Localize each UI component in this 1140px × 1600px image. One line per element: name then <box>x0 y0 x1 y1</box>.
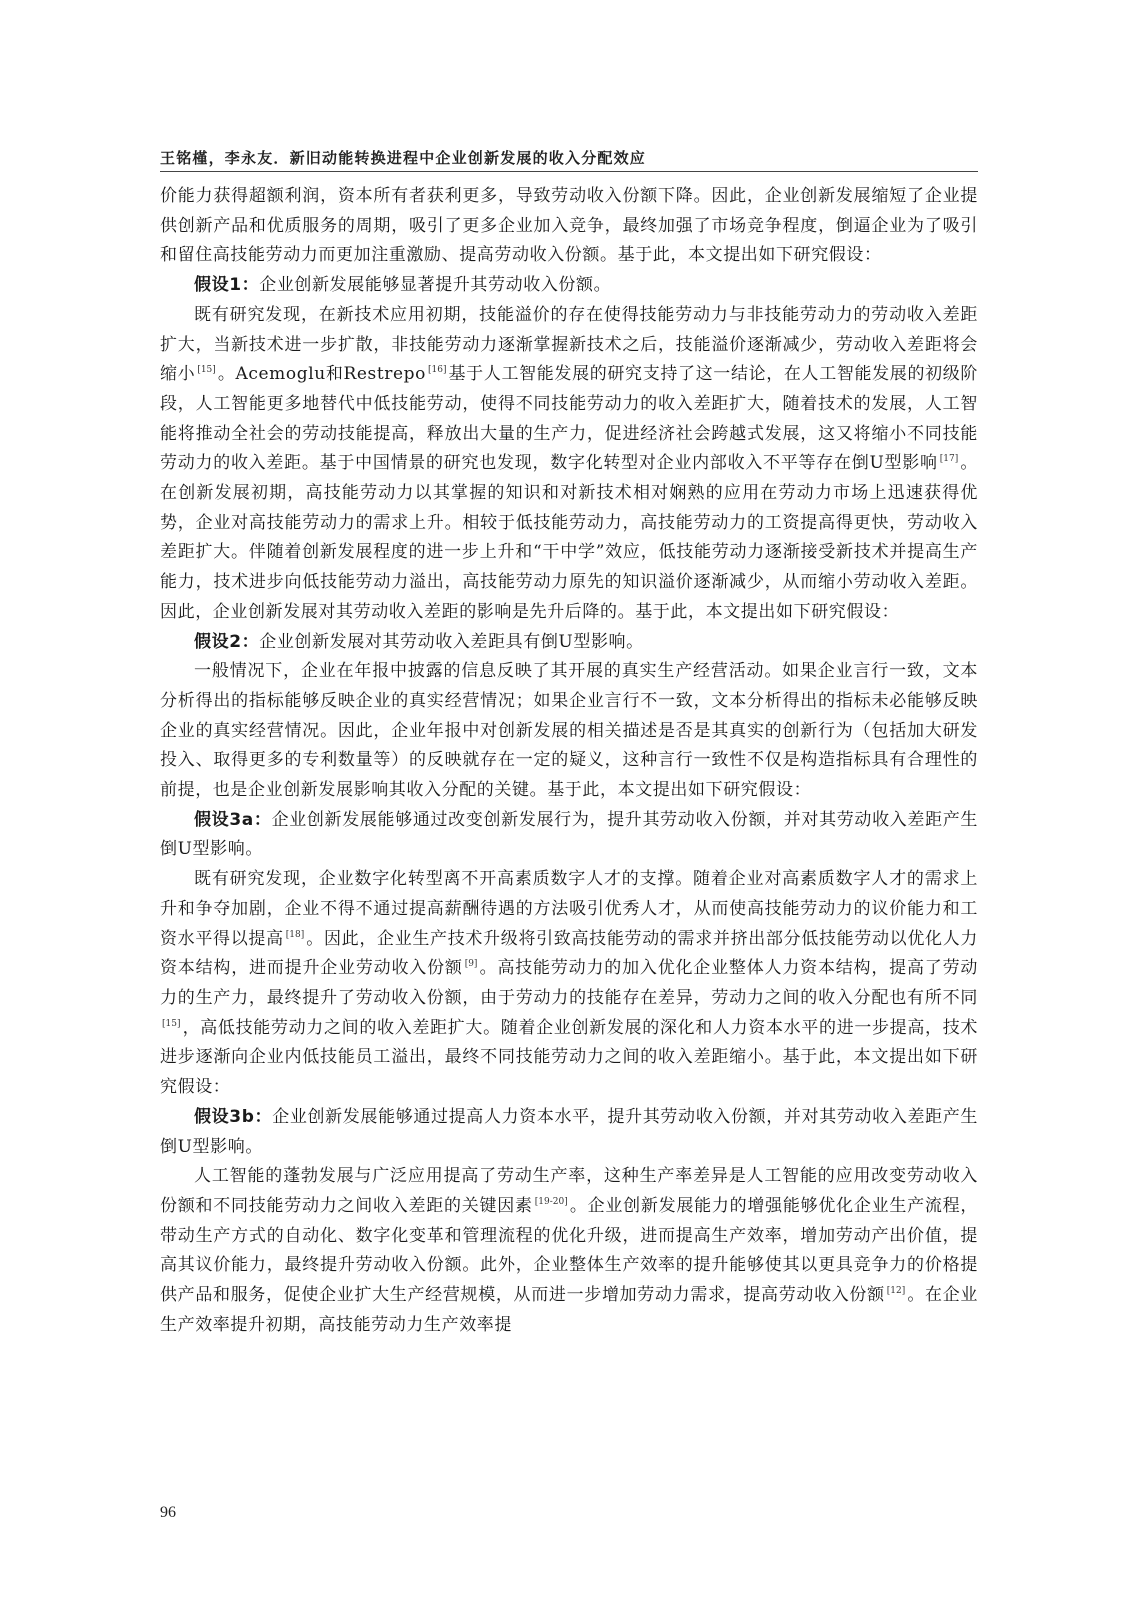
citation-marker: [19-20] <box>534 1196 568 1207</box>
hypothesis-label: 假设1： <box>194 275 260 296</box>
hypothesis-3b <box>160 1103 978 1162</box>
paragraph-text-segment: 。在创新发展初期，高技能劳动力以其掌握的知识和对新技术相对娴熟的应用在劳动力市场上迅速获得优势，企业对高技能劳动力的需求上升。相较于低技能劳动力，高技能劳动力的工资提高得更快，劳动收入差距扩大。伴随着创新发展程度的进一步上升和“干中学”效应，低技能劳动力逐渐接受新技术并提高生产能力，技术进步向低技能劳动力溢出，高技能劳动力原先的知识溢价逐渐减少，从而缩小劳动收入差距。因此，企业创新发展对其劳动收入差距的影响是先升后降的。基于此，本文提出如下研究假设： <box>160 453 978 622</box>
citation-marker: [9] <box>464 959 478 970</box>
running-header: 王铭槿，李永友．新旧动能转换进程中企业创新发展的收入分配效应 <box>160 149 647 167</box>
citation-marker: [15] <box>197 365 216 376</box>
hypothesis-label: 假设3b： <box>194 1106 273 1127</box>
page-number: 96 <box>160 1504 176 1521</box>
hypothesis-3a <box>160 806 978 865</box>
citation-marker: [17] <box>939 454 959 465</box>
hypothesis-text: 企业创新发展能够通过提高人力资本水平，提升其劳动收入份额，并对其劳动收入差距产生倒U型影响。 <box>160 1106 978 1157</box>
citation-marker: [16] <box>428 365 447 376</box>
paragraph-human-capital <box>160 865 978 1103</box>
paragraph-text-segment: 既有研究发现，在新技术应用初期，技能溢价的存在使得技能劳动力与非技能劳动力的劳动收入差距扩大，当新技术进一步扩散，非技能劳动力逐渐掌握新技术之后，技能溢价逐渐减少，劳动收入差距将会缩小 <box>160 304 978 385</box>
paragraph-text-segment: 。Acemoglu和Restrepo <box>217 364 426 385</box>
header-rule <box>160 171 978 172</box>
paragraph-text-segment: 基于人工智能发展的研究支持了这一结论，在人工智能发展的初级阶段，人工智能更多地替代中低技能劳动，使得不同技能劳动力的收入差距扩大，随着技术的发展，人工智能将推动全社会的劳动技能提高，释放出大量的生产力，促进经济社会跨越式发展，这又将缩小不同技能劳动力的收入差距。基于中国情景的研究也发现，数字化转型对企业内部收入不平等存在倒U型影响 <box>160 364 978 474</box>
paragraph-annual-report <box>160 657 978 806</box>
citation-marker: [12] <box>886 1286 906 1297</box>
hypothesis-text: 企业创新发展对其劳动收入差距具有倒U型影响。 <box>259 631 644 652</box>
hypothesis-text: 企业创新发展能够显著提升其劳动收入份额。 <box>259 275 612 296</box>
paragraph-text: 价能力获得超额利润，资本所有者获利更多，导致劳动收入份额下降。因此，企业创新发展缩短了企业提供创新产品和优质服务的周期，吸引了更多企业加入竞争，最终加强了市场竞争程度，倒逼企业为了吸引和留住高技能劳动力而更加注重激励、提高劳动收入份额。基于此，本文提出如下研究假设： <box>160 186 978 266</box>
paragraph-text: 一般情况下，企业在年报中披露的信息反映了其开展的真实生产经营活动。如果企业言行一致，文本分析得出的指标能够反映企业的真实经营情况；如果企业言行不一致，文本分析得出的指标未必能够反映企业的真实经营情况。因此，企业年报中对创新发展的相关描述是否是其真实的创新行为（包括加大研发投入、取得更多的专利数量等）的反映就存在一定的疑义，这种言行一致性不仅是构造指标具有合理性的前提，也是企业创新发展影响其收入分配的关键。基于此，本文提出如下研究假设： <box>160 661 978 801</box>
hypothesis-1 <box>160 271 978 301</box>
paragraph-text-segment: 既有研究发现，企业数字化转型离不开高素质数字人才的支撑。随着企业对高素质数字人才的需求上升和争夺加剧，企业不得不通过提高薪酬待遇的方法吸引优秀人才，从而使高技能劳动力的议价能力和工资水平得以提高 <box>160 869 978 949</box>
paragraph-text-segment: 人工智能的蓬勃发展与广泛应用提高了劳动生产率，这种生产率差异是人工智能的应用改变劳动收入份额和不同技能劳动力之间收入差距的关键因素 <box>160 1166 978 1216</box>
paragraph-text-segment: 。高技能劳动力的加入优化企业整体人力资本结构，提高了劳动力的生产力，最终提升了劳动收入份额，由于劳动力的技能存在差异，劳动力之间的收入分配也有所不同 <box>160 958 978 1008</box>
paragraph-continuation <box>160 182 978 271</box>
hypothesis-2 <box>160 628 978 658</box>
paragraph-skill-premium <box>160 301 978 628</box>
paragraph-text-segment: ，高低技能劳动力之间的收入差距扩大。随着企业创新发展的深化和人力资本水平的进一步提高，技术进步逐渐向企业内低技能员工溢出，最终不同技能劳动力之间的收入差距缩小。基于此，本文提出如下研究假设： <box>160 1017 978 1098</box>
paragraph-text-segment: 。因此，企业生产技术升级将引致高技能劳动的需求并挤出部分低技能劳动以优化人力资本结构，进而提升企业劳动收入份额 <box>160 928 978 979</box>
hypothesis-label: 假设2： <box>194 631 260 652</box>
citation-marker: [18] <box>285 929 305 940</box>
citation-marker: [15] <box>162 1018 181 1029</box>
hypothesis-text: 企业创新发展能够通过改变创新发展行为，提升其劳动收入份额，并对其劳动收入差距产生倒U型影响。 <box>160 809 978 860</box>
paragraph-text-segment: 。企业创新发展能力的增强能够优化企业生产流程，带动生产方式的自动化、数字化变革和管理流程的优化升级，进而提高生产效率，增加劳动产出价值，提高其议价能力，最终提升劳动收入份额。此外，企业整体生产效率的提升能够使其以更具竞争力的价格提供产品和服务，促使企业扩大生产经营规模，从而进一步增加劳动力需求，提高劳动收入份额 <box>160 1195 978 1306</box>
hypothesis-label: 假设3a： <box>194 809 272 830</box>
body-text <box>160 182 978 1340</box>
paragraph-productivity <box>160 1162 978 1340</box>
paragraph-text-segment: 。在企业生产效率提升初期，高技能劳动力生产效率提 <box>160 1285 978 1335</box>
